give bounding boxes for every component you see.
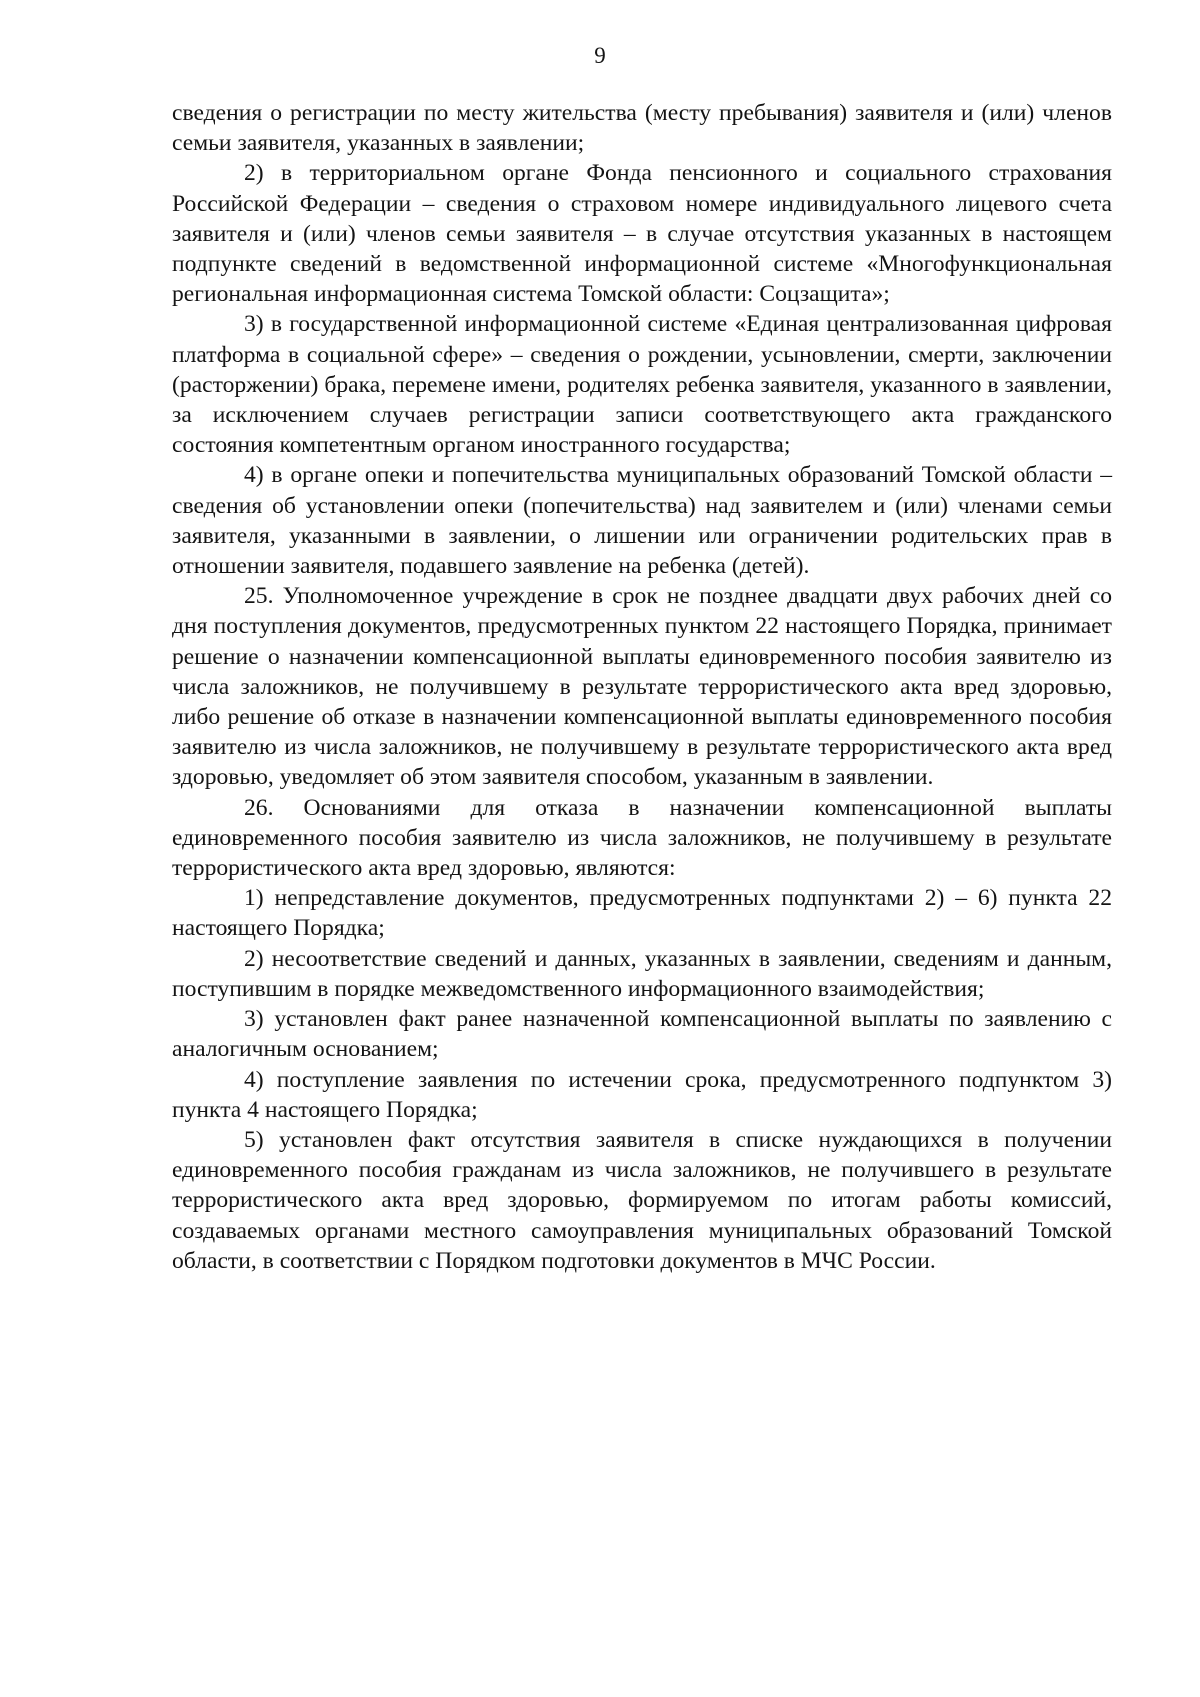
clause-25-decision: 25. Уполномоченное учреждение в срок не позднее двадцати двух рабочих дней со дня поступления документов, предусмотренных пунктом 22 настоящего Порядка, принимает решение о назначении компенсационной выплаты единовременного пособия заявителю из числа заложников, не получившему в результате террористического акта вред здоровью, либо решение об отказе в назначении компенсационной выплаты единовременного пособия заявителю из числа заложников, не получившему в результате террористического акта вред здоровью, уведомляет об этом заявителя способом, указанным в заявлении. xyxy=(172,583,1112,791)
refusal-ground-3: 3) установлен факт ранее назначенной компенсационной выплаты по заявлению с аналогичным основанием; xyxy=(172,1006,1112,1063)
refusal-ground-1: 1) непредставление документов, предусмотренных подпунктами 2) – 6) пункта 22 настоящего Порядка; xyxy=(172,885,1112,942)
subitem-3-digital-platform: 3) в государственной информационной системе «Единая централизованная цифровая платформа в социальной сфере» – сведения о рождении, усыновлении, смерти, заключении (расторжении) брака, перемене имени, родителях ребенка заявителя, указанного в заявлении, за исключением случаев регистрации записи соответствующего акта гражданского состояния компетентным органом иностранного государства; xyxy=(172,311,1112,459)
subitem-2-pension-fund: 2) в территориальном органе Фонда пенсионного и социального страхования Российской Федерации – сведения о страховом номере индивидуального лицевого счета заявителя и (или) членов семьи заявителя – в случае отсутствия указанных в настоящем подпункте сведений в ведомственной информационной системе «Многофункциональная региональная информационная система Томской области: Соцзащита»; xyxy=(172,160,1112,308)
clause-26-refusal-grounds: 26. Основаниями для отказа в назначении компенсационной выплаты единовременного пособия заявителю из числа заложников, не получившему в результате террористического акта вред здоровью, являются: xyxy=(172,794,1112,882)
paragraph-continuation: сведения о регистрации по месту жительства (месту пребывания) заявителя и (или) членов семьи заявителя, указанных в заявлении; xyxy=(172,100,1112,157)
refusal-ground-2: 2) несоответствие сведений и данных, указанных в заявлении, сведениям и данным, поступившим в порядке межведомственного информационного взаимодействия; xyxy=(172,945,1112,1002)
document-body xyxy=(172,98,1112,1276)
refusal-ground-4: 4) поступление заявления по истечении срока, предусмотренного подпунктом 3) пункта 4 настоящего Порядка; xyxy=(172,1066,1112,1123)
subitem-4-guardianship: 4) в органе опеки и попечительства муниципальных образований Томской области – сведения об установлении опеки (попечительства) над заявителем и (или) членами семьи заявителя, указанными в заявлении, о лишении или ограничении родительских прав в отношении заявителя, подавшего заявление на ребенка (детей). xyxy=(172,462,1112,580)
refusal-ground-5: 5) установлен факт отсутствия заявителя в списке нуждающихся в получении единовременного пособия гражданам из числа заложников, не получившего в результате террористического акта вред здоровью, формируемом по итогам работы комиссий, создаваемых органами местного самоуправления муниципальных образований Томской области, в соответствии с Порядком подготовки документов в МЧС России. xyxy=(172,1126,1112,1274)
page-number: 9 xyxy=(594,43,606,68)
